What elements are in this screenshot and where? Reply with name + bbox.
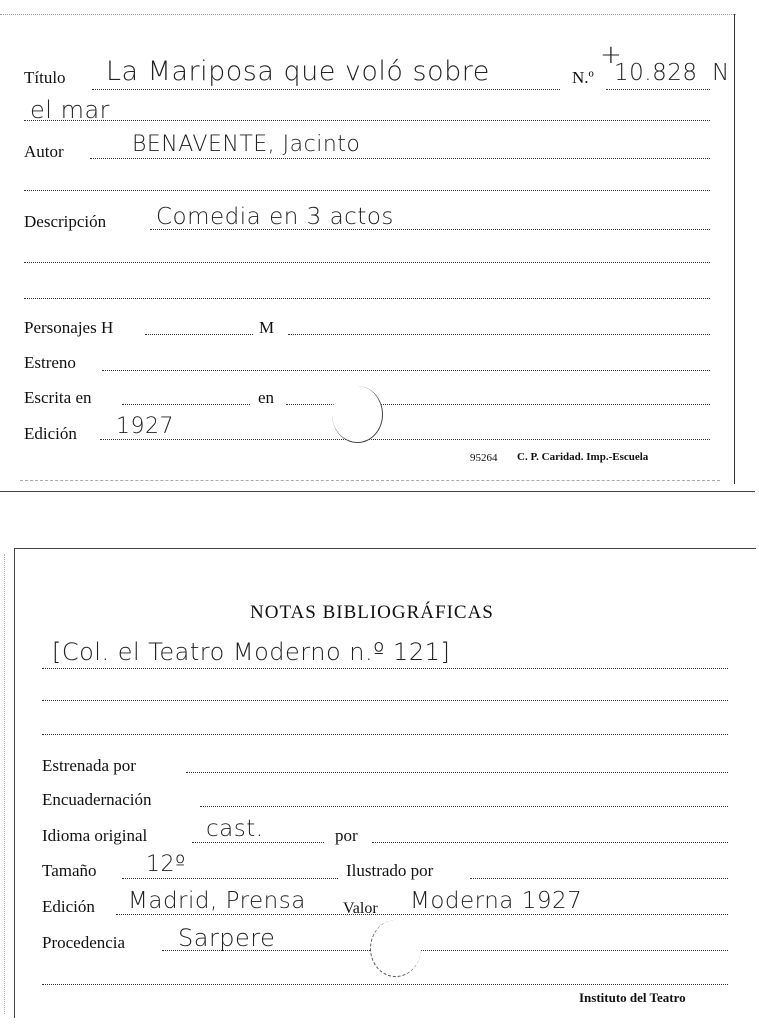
procedencia-line-2 (42, 984, 728, 985)
card-edge-top (0, 14, 736, 15)
idioma-por-line (372, 842, 728, 843)
descripcion-line-2 (24, 262, 710, 263)
titulo-value: La Mariposa que voló sobre (106, 56, 490, 87)
notas-line-3 (42, 734, 728, 735)
numero-value: 10.828 (614, 60, 698, 86)
numero-mark: + (600, 40, 623, 70)
card-border-top (14, 548, 756, 549)
card-border-right (734, 14, 735, 484)
edicion-label: Edición (24, 424, 77, 443)
titulo-label: Título (24, 68, 66, 87)
titulo-value-cont: el mar (30, 96, 111, 124)
numero-suffix: N (712, 60, 730, 86)
idioma-label: Idioma original (42, 826, 148, 845)
personajes-m-line (288, 334, 710, 335)
tamano-label: Tamaño (42, 861, 97, 880)
descripcion-value: Comedia en 3 actos (156, 204, 394, 230)
autor-line-2 (24, 190, 710, 191)
personajes-m-label: M (259, 318, 275, 337)
ilustrado-label: Ilustrado por (346, 861, 434, 880)
descripcion-line-3 (24, 298, 710, 299)
scan-edge-dashes (20, 480, 720, 481)
numero-label: N.º (572, 68, 594, 87)
institution-footer: Instituto del Teatro (579, 990, 686, 1005)
printer-code: 95264 (470, 452, 498, 464)
titulo-line-2 (24, 120, 710, 121)
escrita-line (122, 404, 250, 405)
notas-value: [Col. el Teatro Moderno n.º 121] (52, 638, 451, 666)
autor-line (90, 158, 710, 159)
catalog-card-back (0, 540, 759, 1028)
catalog-card-front (0, 0, 759, 500)
estrenada-line (186, 772, 728, 773)
card-border-left (14, 548, 15, 1018)
card-border-bottom (0, 491, 755, 492)
edicion-line (100, 439, 710, 440)
encuadernacion-line (200, 806, 728, 807)
estreno-line (102, 370, 710, 371)
descripcion-label: Descripción (24, 212, 107, 231)
autor-value: BENAVENTE, Jacinto (132, 132, 361, 157)
ilustrado-line (470, 878, 728, 879)
edicion-value: 1927 (116, 414, 174, 439)
edicion2-printed-word: Valor (343, 900, 378, 917)
edicion2-value-b: Moderna 1927 (410, 888, 583, 914)
printer-name: C. P. Caridad. Imp.-Escuela (517, 451, 649, 463)
tamano-value: 12º (146, 852, 186, 877)
idioma-por-label: por (335, 826, 358, 845)
edicion2-line (116, 914, 728, 915)
notas-line-2 (42, 700, 728, 701)
procedencia-value: Sarpere (178, 924, 276, 952)
estrenada-label: Estrenada por (42, 756, 136, 775)
encuadernacion-label: Encuadernación (42, 790, 152, 809)
edicion2-label: Edición (42, 897, 95, 916)
autor-label: Autor (24, 142, 64, 161)
estreno-label: Estreno (24, 353, 76, 372)
personajes-h-line (145, 334, 253, 335)
tamano-line (122, 878, 338, 879)
idioma-line (192, 842, 324, 843)
titulo-line (92, 89, 560, 90)
notas-heading: NOTAS BIBLIOGRÁFICAS (250, 602, 494, 623)
numero-line (606, 89, 710, 90)
escrita-label: Escrita en (24, 388, 92, 407)
personajes-label: Personajes H (24, 318, 114, 337)
card-edge-left (4, 554, 5, 1014)
escrita-en2-label: en (258, 388, 275, 407)
punch-hole (332, 386, 383, 443)
idioma-value: cast. (206, 816, 264, 842)
procedencia-label: Procedencia (42, 933, 126, 952)
notas-line-1 (42, 668, 728, 669)
punch-hole-2 (370, 920, 421, 977)
edicion2-value-a: Madrid, Prensa (128, 888, 306, 914)
